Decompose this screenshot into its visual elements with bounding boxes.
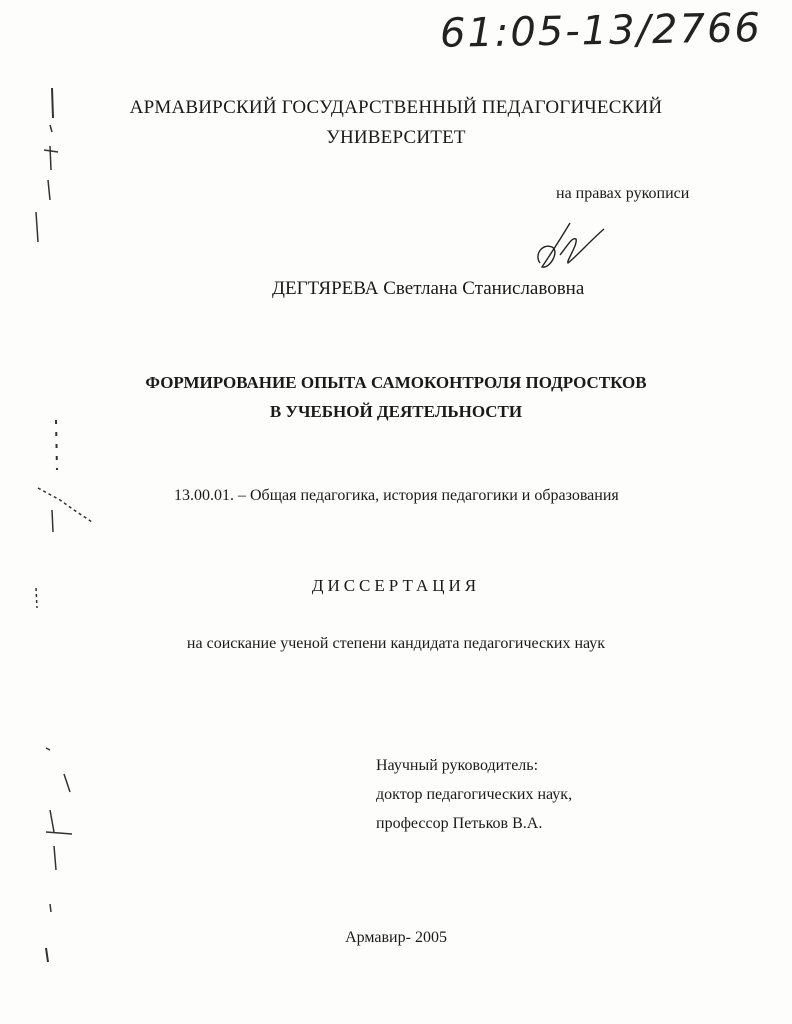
specialty-code: 13.00.01. – Общая педагогика, история педагогики и образования (174, 487, 619, 504)
institution-line-1: АРМАВИРСКИЙ ГОСУДАРСТВЕННЫЙ ПЕДАГОГИЧЕСКИЙ (129, 97, 663, 118)
dissertation-title (0, 368, 792, 426)
supervisor-degree: доктор педагогических наук, (376, 786, 573, 803)
handwritten-signature (530, 215, 610, 275)
author-name: ДЕГТЯРЕВА Светлана Станиславовна (272, 278, 585, 299)
title-line-2: В УЧЕБНОЙ ДЕЯТЕЛЬНОСТИ (269, 402, 523, 421)
supervisor-name: профессор Петьков В.А. (376, 815, 543, 832)
institution-name (0, 93, 792, 153)
place-and-year: Армавир- 2005 (345, 929, 447, 946)
supervisor-block (376, 751, 572, 838)
scan-margin-marks (0, 0, 120, 1024)
institution-line-2: УНИВЕРСИТЕТ (326, 127, 466, 148)
supervisor-label: Научный руководитель: (376, 757, 539, 774)
rights-note: на правах рукописи (556, 185, 690, 202)
document-type: ДИССЕРТАЦИЯ (311, 576, 481, 595)
degree-statement: на соискание ученой степени кандидата педагогических наук (186, 635, 606, 652)
library-shelfmark: 61:05-13/2766 (439, 5, 763, 57)
title-line-1: ФОРМИРОВАНИЕ ОПЫТА САМОКОНТРОЛЯ ПОДРОСТКОВ (145, 373, 647, 392)
